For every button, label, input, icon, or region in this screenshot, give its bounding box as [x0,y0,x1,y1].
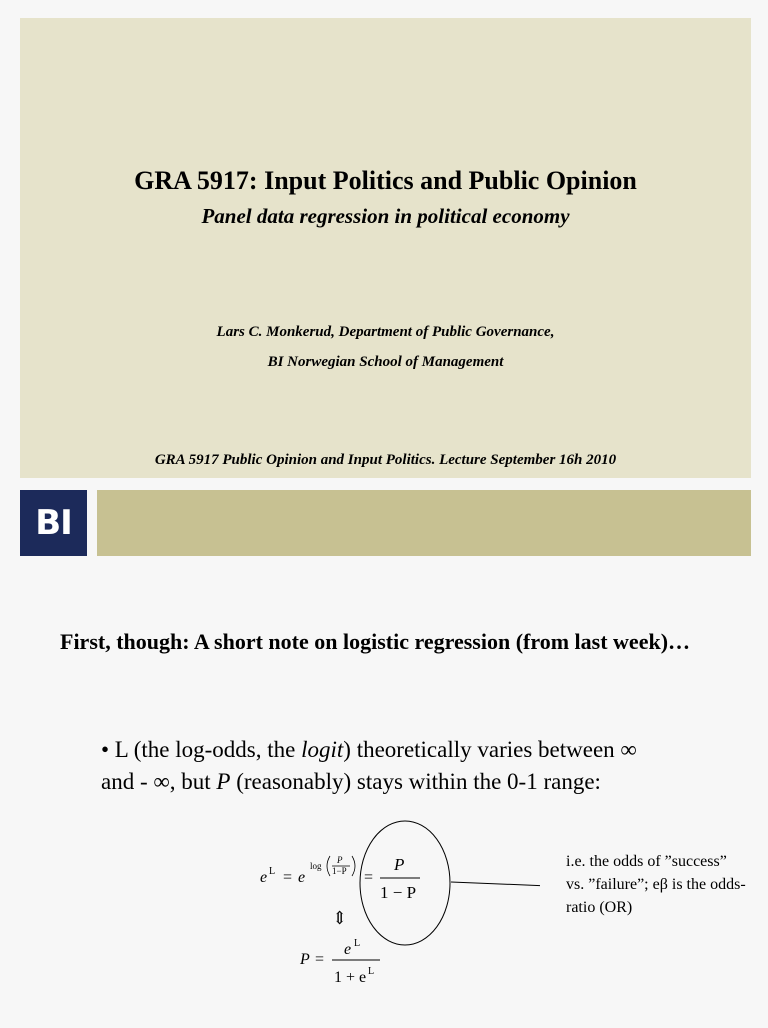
formula2-lhs: P [300,951,310,968]
formula2-num: e [344,941,352,958]
bullet-text: • L (the log-odds, the logit) theoretically varies between ∞ and - ∞, but P (reasonably) stays within the 0-1 range: [101,737,637,794]
formula-exp-num: P [337,855,343,865]
school-line: BI Norwegian School of Management [267,354,504,370]
formula-exp-den: 1−P [332,866,347,876]
formula-eq1: = [283,869,293,886]
pointer-line [451,882,540,886]
slide-subtitle: Panel data regression in political economy [201,204,570,228]
author-line: Lars C. Monkerud, Department of Public Governance, [216,324,555,340]
formula-paren-right [352,856,355,876]
formula-frac-num: P [394,855,405,874]
formula2-num-sup: L [354,938,361,949]
formula-lhs-sup: L [269,866,276,877]
formula2-den-sup: L [368,966,375,977]
content-slide [0,590,768,1024]
bi-logo: BI [20,490,87,556]
logit-formula [240,818,540,1028]
formula-lhs-e: e [260,869,268,886]
double-arrow-icon: ⇕ [332,908,348,928]
slide-title: GRA 5917: Input Politics and Public Opinion [134,166,637,195]
lecture-footer: GRA 5917 Public Opinion and Input Politics. Lecture September 16h 2010 [154,452,617,468]
footer-band [97,490,751,556]
title-slide [20,18,751,478]
formula-base-e: e [298,869,306,886]
formula-frac-den: 1 − P [380,883,417,902]
formula-exp-log: log [310,861,322,871]
slide-heading: First, though: A short note on logistic regression (from last week)… [60,629,691,654]
bullet-point [101,734,661,798]
formula2-den: 1 + e [334,969,367,986]
formula-paren-left [327,856,330,876]
odds-note: i.e. the odds of ”success” vs. ”failure”; eβ is the odds-ratio (OR) [566,853,746,916]
formula-eq2: = [364,869,374,886]
formula2-eq: = [315,951,325,968]
